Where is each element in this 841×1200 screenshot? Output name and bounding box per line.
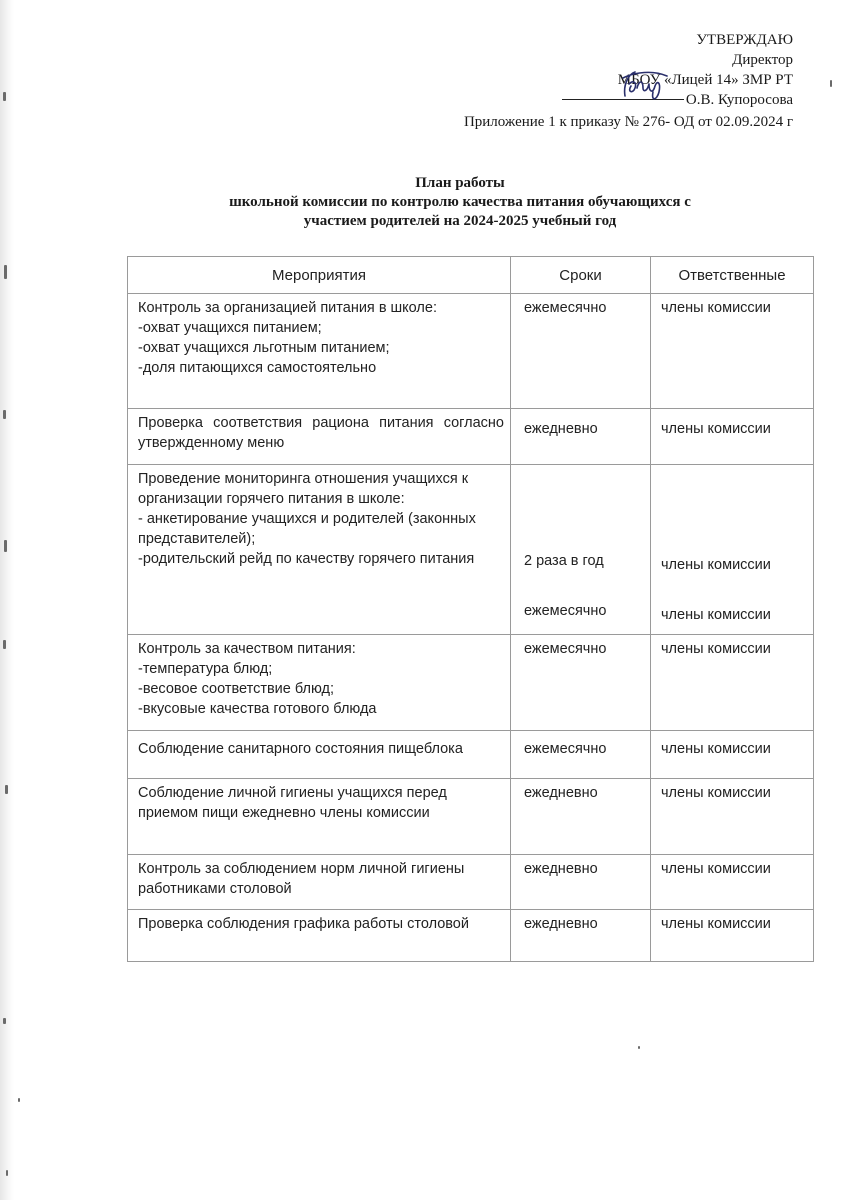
event-line: -вкусовые качества готового блюда: [138, 701, 377, 717]
term-cell: ежемесячно: [511, 635, 651, 731]
title-line-3: участием родителей на 2024-2025 учебный год: [303, 213, 617, 229]
scan-speck: [638, 1046, 640, 1049]
approval-block: [562, 30, 793, 110]
table-row: [128, 635, 814, 731]
responsible-cell: члены комиссии: [651, 635, 814, 731]
term-cell: [511, 465, 651, 635]
scan-speck: [3, 410, 6, 419]
title-line-2: школьной комиссии по контролю качества питания обучающихся с: [229, 194, 691, 210]
table-row: [128, 779, 814, 855]
table-row: [128, 731, 814, 779]
table-row: [128, 409, 814, 465]
event-cell: Соблюдение санитарного состояния пищеблока: [128, 731, 511, 779]
event-cell: [128, 635, 511, 731]
scan-speck: [18, 1098, 20, 1102]
table-header-row: [128, 257, 814, 294]
event-line: -охват учащихся льготным питанием;: [138, 340, 390, 356]
approval-heading: УТВЕРЖДАЮ: [696, 32, 793, 48]
term-value: ежемесячно: [524, 603, 607, 619]
responsible-cell: члены комиссии: [651, 294, 814, 409]
scan-speck: [3, 1018, 6, 1024]
scan-speck: [6, 1170, 8, 1176]
header-terms: Сроки: [511, 257, 651, 294]
approval-position: Директор: [732, 52, 793, 68]
term-cell: ежемесячно: [511, 294, 651, 409]
term-value: 2 раза в год: [524, 553, 604, 569]
spacer: [524, 571, 644, 601]
scan-speck: [4, 540, 7, 552]
responsible-cell: члены комиссии: [651, 910, 814, 962]
event-line: -охват учащихся питанием;: [138, 320, 322, 336]
term-cell: ежедневно: [511, 779, 651, 855]
term-cell: ежедневно: [511, 910, 651, 962]
term-cell: ежемесячно: [511, 731, 651, 779]
scan-speck: [830, 80, 832, 87]
responsible-cell: члены комиссии: [651, 731, 814, 779]
table-row: [128, 855, 814, 910]
event-line: -температура блюд;: [138, 661, 273, 677]
table-row: [128, 294, 814, 409]
table-row: [128, 910, 814, 962]
document-title: [150, 174, 770, 231]
header-responsible: Ответственные: [651, 257, 814, 294]
event-cell: Проверка соблюдения графика работы столовой: [128, 910, 511, 962]
event-cell: [128, 294, 511, 409]
table-row: [128, 465, 814, 635]
event-cell: Проверка соответствия рациона питания согласно утвержденному меню: [128, 409, 511, 465]
term-cell: ежедневно: [511, 855, 651, 910]
event-line: Контроль за организацией питания в школе:: [138, 300, 437, 316]
responsible-cell: [651, 465, 814, 635]
term-cell: ежедневно: [511, 409, 651, 465]
handwritten-signature: [619, 66, 671, 106]
scan-speck: [4, 265, 7, 279]
event-line: Контроль за качеством питания:: [138, 641, 356, 657]
title-line-1: План работы: [415, 175, 505, 191]
approval-signatory: О.В. Купоросова: [685, 92, 793, 108]
event-line: -весовое соответствие блюд;: [138, 681, 335, 697]
header-events: Мероприятия: [128, 257, 511, 294]
scan-speck: [5, 785, 8, 794]
event-line: - анкетирование учащихся и родителей (законных представителей);: [138, 511, 476, 547]
approval-organization: МБОУ «Лицей 14» ЗМР РТ: [617, 72, 793, 88]
order-reference: Приложение 1 к приказу № 276- ОД от 02.09.2024 г: [463, 114, 793, 130]
responsible-cell: члены комиссии: [651, 779, 814, 855]
event-line: -доля питающихся самостоятельно: [138, 360, 377, 376]
scan-speck: [3, 640, 6, 649]
approval-signatory-line: [562, 90, 793, 110]
event-line: -родительский рейд по качеству горячего питания: [138, 551, 475, 567]
event-line: Проведение мониторинга отношения учащихся к организации горячего питания в школе:: [138, 471, 469, 507]
work-plan-table: [127, 256, 814, 962]
responsible-value: члены комиссии: [661, 607, 771, 623]
responsible-cell: члены комиссии: [651, 409, 814, 465]
spacer: [661, 575, 807, 605]
event-cell: Контроль за соблюдением норм личной гигиены работниками столовой: [128, 855, 511, 910]
scan-speck: [3, 92, 6, 101]
event-cell: Соблюдение личной гигиены учащихся перед приемом пищи ежедневно члены комиссии: [128, 779, 511, 855]
event-cell: [128, 465, 511, 635]
responsible-value: члены комиссии: [661, 557, 771, 573]
responsible-cell: члены комиссии: [651, 855, 814, 910]
